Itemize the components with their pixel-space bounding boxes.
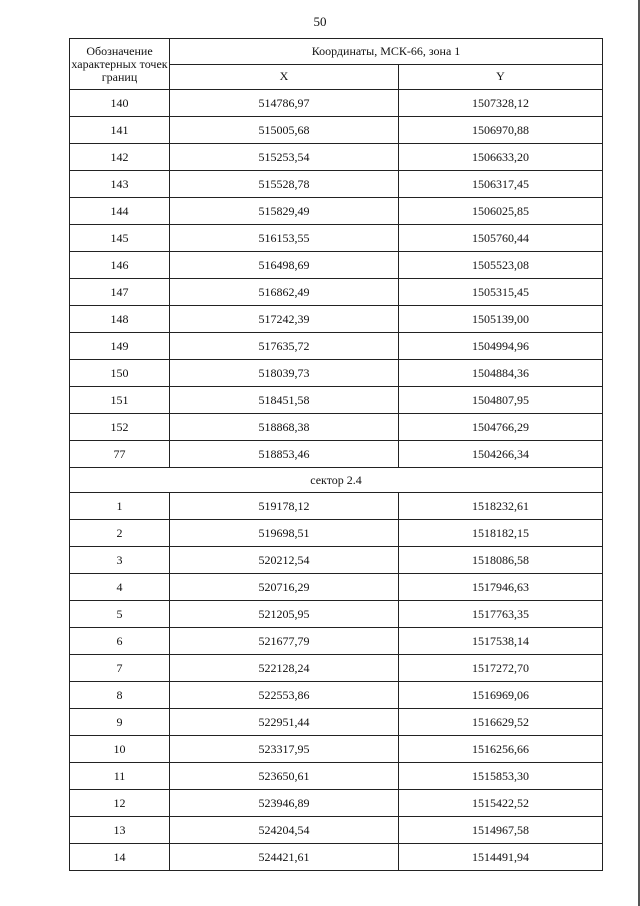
point-number-cell: 150 xyxy=(70,360,170,387)
x-coordinate-cell: 522951,44 xyxy=(170,709,399,736)
y-coordinate-cell: 1516969,06 xyxy=(399,682,603,709)
x-coordinate-cell: 523650,61 xyxy=(170,763,399,790)
section-block xyxy=(70,468,603,493)
y-coordinate-cell: 1504266,34 xyxy=(399,441,603,468)
x-coordinate-cell: 522128,24 xyxy=(170,655,399,682)
y-coordinate-cell: 1504884,36 xyxy=(399,360,603,387)
x-coordinate-cell: 517635,72 xyxy=(170,333,399,360)
page-number: 50 xyxy=(313,14,327,29)
x-coordinate-cell: 515829,49 xyxy=(170,198,399,225)
y-coordinate-cell: 1516256,66 xyxy=(399,736,603,763)
table-row xyxy=(70,225,603,252)
point-number-cell: 140 xyxy=(70,90,170,117)
x-coordinate-cell: 516498,69 xyxy=(170,252,399,279)
y-coordinate-cell: 1504766,29 xyxy=(399,414,603,441)
x-coordinate-cell: 519178,12 xyxy=(170,493,399,520)
rows-part2 xyxy=(70,493,603,871)
x-coordinate-cell: 516862,49 xyxy=(170,279,399,306)
point-number-cell: 146 xyxy=(70,252,170,279)
table-row xyxy=(70,628,603,655)
x-coordinate-cell: 521205,95 xyxy=(170,601,399,628)
coordinates-header: Координаты, МСК-66, зона 1 xyxy=(170,39,603,65)
table-row xyxy=(70,414,603,441)
point-number-cell: 141 xyxy=(70,117,170,144)
y-header: Y xyxy=(399,64,603,90)
x-coordinate-cell: 521677,79 xyxy=(170,628,399,655)
point-number-cell: 9 xyxy=(70,709,170,736)
point-number-cell: 77 xyxy=(70,441,170,468)
point-number-cell: 12 xyxy=(70,790,170,817)
y-coordinate-cell: 1506970,88 xyxy=(399,117,603,144)
point-number-cell: 144 xyxy=(70,198,170,225)
table-row xyxy=(70,547,603,574)
point-number-cell: 149 xyxy=(70,333,170,360)
point-number-cell: 11 xyxy=(70,763,170,790)
table-row xyxy=(70,817,603,844)
table-row xyxy=(70,601,603,628)
point-number-cell: 14 xyxy=(70,844,170,871)
y-coordinate-cell: 1505760,44 xyxy=(399,225,603,252)
x-coordinate-cell: 519698,51 xyxy=(170,520,399,547)
y-coordinate-cell: 1505139,00 xyxy=(399,306,603,333)
table-row xyxy=(70,790,603,817)
point-number-cell: 3 xyxy=(70,547,170,574)
table-row xyxy=(70,763,603,790)
table-row xyxy=(70,682,603,709)
y-coordinate-cell: 1514967,58 xyxy=(399,817,603,844)
rows-part1 xyxy=(70,90,603,468)
table-row xyxy=(70,360,603,387)
point-number-cell: 8 xyxy=(70,682,170,709)
point-number-cell: 10 xyxy=(70,736,170,763)
x-coordinate-cell: 515528,78 xyxy=(170,171,399,198)
designation-header: Обозначение характерных точек границ xyxy=(70,39,170,90)
table-row xyxy=(70,144,603,171)
y-coordinate-cell: 1517538,14 xyxy=(399,628,603,655)
point-number-cell: 148 xyxy=(70,306,170,333)
table-row xyxy=(70,306,603,333)
table-row xyxy=(70,171,603,198)
point-number-cell: 143 xyxy=(70,171,170,198)
table-row xyxy=(70,655,603,682)
table-row xyxy=(70,198,603,225)
x-coordinate-cell: 523317,95 xyxy=(170,736,399,763)
y-coordinate-cell: 1517763,35 xyxy=(399,601,603,628)
point-number-cell: 152 xyxy=(70,414,170,441)
table-row xyxy=(70,844,603,871)
point-number-cell: 151 xyxy=(70,387,170,414)
x-coordinate-cell: 520716,29 xyxy=(170,574,399,601)
point-number-cell: 2 xyxy=(70,520,170,547)
table-row xyxy=(70,520,603,547)
table-row xyxy=(70,252,603,279)
y-coordinate-cell: 1514491,94 xyxy=(399,844,603,871)
table-row xyxy=(70,90,603,117)
y-coordinate-cell: 1518182,15 xyxy=(399,520,603,547)
y-coordinate-cell: 1515853,30 xyxy=(399,763,603,790)
x-coordinate-cell: 524204,54 xyxy=(170,817,399,844)
point-number-cell: 13 xyxy=(70,817,170,844)
point-number-cell: 145 xyxy=(70,225,170,252)
y-coordinate-cell: 1506633,20 xyxy=(399,144,603,171)
x-coordinate-cell: 517242,39 xyxy=(170,306,399,333)
y-coordinate-cell: 1518232,61 xyxy=(399,493,603,520)
point-number-cell: 147 xyxy=(70,279,170,306)
x-coordinate-cell: 523946,89 xyxy=(170,790,399,817)
x-coordinate-cell: 522553,86 xyxy=(170,682,399,709)
y-coordinate-cell: 1506025,85 xyxy=(399,198,603,225)
x-coordinate-cell: 516153,55 xyxy=(170,225,399,252)
table-row xyxy=(70,709,603,736)
table-row xyxy=(70,574,603,601)
y-coordinate-cell: 1517946,63 xyxy=(399,574,603,601)
y-coordinate-cell: 1504994,96 xyxy=(399,333,603,360)
x-coordinate-cell: 514786,97 xyxy=(170,90,399,117)
x-header: X xyxy=(170,64,399,90)
section-row xyxy=(70,468,603,493)
x-coordinate-cell: 518853,46 xyxy=(170,441,399,468)
x-coordinate-cell: 520212,54 xyxy=(170,547,399,574)
section-label: сектор 2.4 xyxy=(70,468,603,493)
y-coordinate-cell: 1517272,70 xyxy=(399,655,603,682)
point-number-cell: 142 xyxy=(70,144,170,171)
table-row xyxy=(70,117,603,144)
x-coordinate-cell: 515253,54 xyxy=(170,144,399,171)
y-coordinate-cell: 1518086,58 xyxy=(399,547,603,574)
y-coordinate-cell: 1505523,08 xyxy=(399,252,603,279)
y-coordinate-cell: 1507328,12 xyxy=(399,90,603,117)
table-row xyxy=(70,493,603,520)
point-number-cell: 7 xyxy=(70,655,170,682)
coordinates-table xyxy=(69,38,603,871)
table-row xyxy=(70,279,603,306)
x-coordinate-cell: 518451,58 xyxy=(170,387,399,414)
y-coordinate-cell: 1506317,45 xyxy=(399,171,603,198)
y-coordinate-cell: 1515422,52 xyxy=(399,790,603,817)
table-row xyxy=(70,333,603,360)
x-coordinate-cell: 518868,38 xyxy=(170,414,399,441)
x-coordinate-cell: 518039,73 xyxy=(170,360,399,387)
y-coordinate-cell: 1504807,95 xyxy=(399,387,603,414)
table-row xyxy=(70,441,603,468)
point-number-cell: 1 xyxy=(70,493,170,520)
x-coordinate-cell: 515005,68 xyxy=(170,117,399,144)
y-coordinate-cell: 1516629,52 xyxy=(399,709,603,736)
point-number-cell: 5 xyxy=(70,601,170,628)
x-coordinate-cell: 524421,61 xyxy=(170,844,399,871)
point-number-cell: 4 xyxy=(70,574,170,601)
table-row xyxy=(70,736,603,763)
y-coordinate-cell: 1505315,45 xyxy=(399,279,603,306)
point-number-cell: 6 xyxy=(70,628,170,655)
table-row xyxy=(70,387,603,414)
